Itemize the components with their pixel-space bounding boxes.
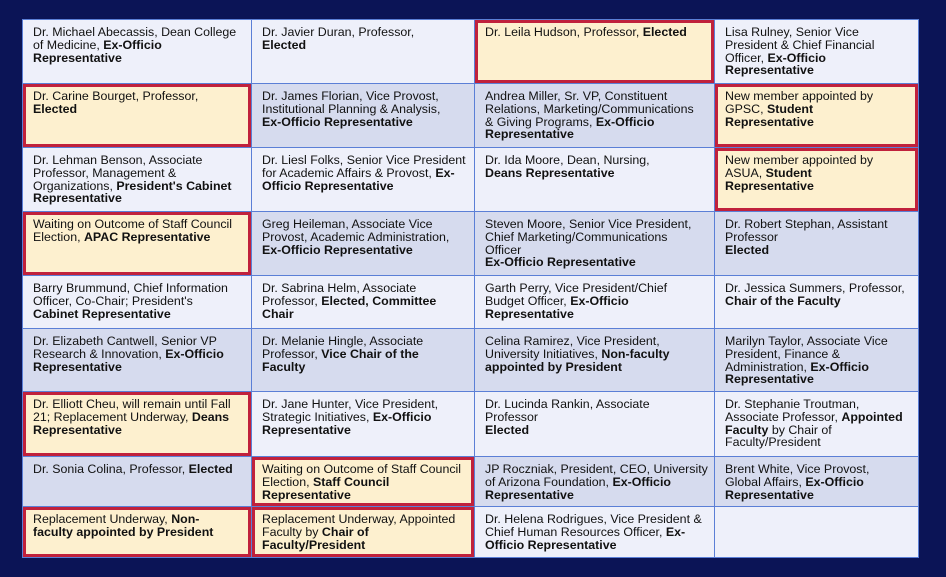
role-text: Student — [765, 165, 812, 180]
member-text: Dr. Carine Bourget, Professor, — [33, 89, 199, 103]
member-text: Replacement Underway, Appointed — [262, 512, 456, 526]
member-text: New member appointed by — [725, 89, 874, 103]
member-text-line — [262, 361, 466, 374]
member-text: President, Finance & — [725, 346, 841, 361]
member-cell — [23, 507, 252, 558]
member-cell — [252, 148, 475, 212]
member-cell — [715, 212, 919, 276]
member-cell — [23, 457, 252, 507]
member-text: Dr. Stephanie Troutman, — [725, 397, 860, 411]
member-text: Relations, Marketing/Communications — [485, 101, 694, 116]
member-text: Garth Perry, Vice President/Chief — [485, 281, 668, 295]
table-row — [23, 276, 919, 329]
member-cell — [715, 20, 919, 84]
member-cell — [475, 507, 715, 558]
committee-roster-table — [22, 19, 919, 558]
member-text-line — [485, 539, 706, 552]
role-text: Elected — [725, 242, 770, 257]
member-text-line — [485, 424, 706, 437]
role-text: Faculty — [725, 422, 769, 437]
member-text-line — [33, 192, 243, 205]
member-text-line — [33, 526, 243, 539]
member-cell — [475, 329, 715, 392]
member-text: & Giving Programs, — [485, 114, 596, 129]
member-text-line — [262, 116, 466, 129]
role-text: Appointed — [841, 409, 903, 424]
role-text: Deans Representative — [485, 165, 615, 180]
member-cell — [252, 276, 475, 329]
member-text: Dr. Liesl Folks, Senior Vice President — [262, 153, 466, 167]
member-cell — [475, 84, 715, 148]
role-text: Staff Council — [312, 474, 390, 489]
member-text-line — [485, 128, 706, 141]
member-text: Dr. Jane Hunter, Vice President, — [262, 397, 439, 411]
role-text: Ex-Officio — [767, 50, 826, 65]
role-text: Representative — [725, 114, 814, 129]
member-text: University Initiatives, — [485, 346, 602, 361]
role-text: Vice Chair of the — [321, 346, 419, 361]
member-text: Dr. Ida Moore, Dean, Nursing, — [485, 153, 650, 167]
member-text: Dr. Jessica Summers, Professor, — [725, 281, 905, 295]
role-text: Elected — [485, 422, 530, 437]
member-text: Professor, — [262, 346, 322, 361]
member-cell — [252, 84, 475, 148]
member-text: Celina Ramirez, Vice President, — [485, 334, 660, 348]
member-cell — [23, 276, 252, 329]
table-row — [23, 20, 919, 84]
member-text: Dr. Helena Rodrigues, Vice President & — [485, 512, 702, 526]
member-text: Dr. Michael Abecassis, Dean College — [33, 25, 237, 39]
role-text: Representative — [485, 306, 574, 321]
member-text: Dr. Sabrina Helm, Associate — [262, 281, 417, 295]
role-text: Representative — [485, 127, 574, 142]
member-text-line — [33, 231, 243, 244]
member-text-line — [485, 26, 706, 39]
role-text: Ex-Officio — [372, 409, 432, 424]
member-text: Institutional Planning & Analysis, — [262, 101, 441, 116]
member-text: Dr. Elizabeth Cantwell, Senior VP — [33, 334, 217, 348]
member-text-line — [725, 489, 910, 502]
role-text: Representative — [262, 422, 351, 437]
member-text-line — [262, 424, 466, 437]
member-text: JP Roczniak, President, CEO, University — [485, 462, 708, 476]
member-text: Associate Professor, — [725, 409, 842, 424]
slide — [22, 19, 918, 557]
role-text: Representative — [33, 359, 122, 374]
member-text: Strategic Initiatives, — [262, 409, 373, 424]
member-cell — [252, 457, 475, 507]
member-cell — [23, 212, 252, 276]
member-text: Brent White, Vice Provost, — [725, 462, 870, 476]
member-text: Waiting on Outcome of Staff Council — [262, 462, 462, 476]
member-text: Officer — [485, 242, 522, 257]
role-text: Chair — [262, 306, 294, 321]
role-text: Ex-Officio — [570, 293, 629, 308]
role-text: appointed by President — [485, 359, 623, 374]
member-text-line — [725, 116, 910, 129]
member-cell — [23, 84, 252, 148]
member-text: Dr. Lucinda Rankin, Associate — [485, 397, 650, 411]
member-cell — [475, 148, 715, 212]
member-cell — [715, 329, 919, 392]
member-cell — [475, 276, 715, 329]
member-text: ASUA, — [725, 165, 766, 180]
role-text: Ex-Officio — [612, 474, 671, 489]
role-text: President's Cabinet — [116, 178, 232, 193]
role-text: Ex-Officio Representative — [485, 255, 636, 270]
role-text: Ex-Officio — [165, 346, 224, 361]
member-text: of Medicine, — [33, 37, 104, 52]
member-text: Dr. Sonia Colina, Professor, — [33, 462, 189, 476]
member-cell — [252, 212, 475, 276]
member-cell — [715, 276, 919, 329]
member-cell — [475, 392, 715, 457]
role-text: Student — [767, 101, 814, 116]
role-text: Faculty — [262, 359, 306, 374]
member-text: Dr. Leila Hudson, Professor, — [485, 25, 643, 39]
member-text: Barry Brummund, Chief Information — [33, 281, 228, 295]
table-row — [23, 148, 919, 212]
member-cell — [715, 148, 919, 212]
role-text: Elected — [33, 101, 78, 116]
member-text-line — [485, 256, 706, 269]
member-text: Professor, Management & — [33, 165, 177, 180]
member-text: Dr. Javier Duran, Professor, — [262, 25, 415, 39]
role-text: Non-faculty — [601, 346, 670, 361]
role-text: Representative — [262, 487, 351, 502]
member-text-line — [33, 308, 243, 321]
member-text: Election, — [262, 474, 313, 489]
empty-cell — [715, 507, 919, 558]
member-text-line — [725, 373, 910, 386]
member-text: Officer, — [725, 50, 768, 65]
member-text: Andrea Miller, Sr. VP, Constituent — [485, 89, 668, 103]
role-text: Elected, Committee — [321, 293, 437, 308]
member-cell — [475, 212, 715, 276]
table-row — [23, 212, 919, 276]
member-text-line — [485, 167, 706, 180]
member-text-line — [262, 308, 466, 321]
member-text: Faculty by — [262, 524, 322, 539]
member-text-line — [33, 103, 243, 116]
member-text: New member appointed by — [725, 153, 874, 167]
member-text: by Chair of — [768, 422, 832, 437]
role-text: Ex-Officio — [595, 114, 655, 129]
member-text: Global Affairs, — [725, 474, 806, 489]
table-row — [23, 329, 919, 392]
role-text: faculty appointed by President — [33, 524, 214, 539]
member-cell — [252, 329, 475, 392]
member-text: Waiting on Outcome of Staff Council — [33, 217, 233, 231]
role-text: Elected — [188, 462, 233, 476]
member-cell — [715, 84, 919, 148]
role-text: Ex- — [665, 524, 686, 539]
role-text: Representative — [33, 422, 122, 437]
role-text: Elected — [262, 37, 307, 52]
member-text-line — [262, 244, 466, 257]
member-text: Administration, — [725, 359, 811, 374]
role-text: Representative — [725, 63, 814, 78]
member-cell — [23, 20, 252, 84]
member-text-line — [262, 539, 466, 552]
role-text: Deans — [191, 409, 230, 424]
member-text: Professor, — [262, 293, 322, 308]
member-text: 21; Replacement Underway, — [33, 409, 192, 424]
member-text: of Arizona Foundation, — [485, 474, 613, 489]
member-text-line — [725, 64, 910, 77]
role-text: Ex-Officio — [805, 474, 864, 489]
member-text: Greg Heileman, Associate Vice — [262, 217, 433, 231]
member-text: Professor — [485, 409, 539, 424]
role-text: Ex-Officio — [810, 359, 869, 374]
member-text-line — [725, 244, 910, 257]
member-cell — [715, 392, 919, 457]
member-text-line — [262, 180, 466, 193]
table-row — [23, 507, 919, 558]
role-text: Chair of — [321, 524, 369, 539]
member-text: Lisa Rulney, Senior Vice — [725, 25, 859, 39]
member-text: Dr. Robert Stephan, Assistant — [725, 217, 888, 231]
role-text: Representative — [485, 487, 574, 502]
member-text: Steven Moore, Senior Vice President, — [485, 217, 692, 231]
table-row — [23, 457, 919, 507]
role-text: Chair of the Faculty — [725, 293, 841, 308]
member-text-line — [33, 361, 243, 374]
role-text: Elected — [642, 25, 687, 39]
member-text: Organizations, — [33, 178, 117, 193]
role-text: Representative — [33, 191, 122, 206]
member-cell — [475, 20, 715, 84]
table-row — [23, 84, 919, 148]
role-text: Representative — [725, 487, 814, 502]
member-text: GPSC, — [725, 101, 767, 116]
member-cell — [23, 329, 252, 392]
role-text: Ex- — [435, 165, 455, 180]
member-text: for Academic Affairs & Provost, — [262, 165, 436, 180]
member-text: Dr. Elliott Cheu, will remain until Fall — [33, 397, 231, 411]
role-text: Representative — [725, 178, 814, 193]
member-text: Replacement Underway, — [33, 512, 172, 526]
member-text: Dr. Melanie Hingle, Associate — [262, 334, 424, 348]
member-cell — [23, 148, 252, 212]
member-text-line — [725, 180, 910, 193]
member-text-line — [33, 463, 243, 476]
member-text: Research & Innovation, — [33, 346, 166, 361]
member-text: Officer, Co-Chair; President's — [33, 293, 193, 308]
member-cell — [475, 457, 715, 507]
member-text-line — [262, 39, 466, 52]
member-cell — [715, 457, 919, 507]
member-text: Budget Officer, — [485, 293, 571, 308]
role-text: Representative — [33, 50, 122, 65]
member-text: Election, — [33, 229, 84, 244]
member-text: Dr. James Florian, Vice Provost, — [262, 89, 439, 103]
member-text: Dr. Lehman Benson, Associate — [33, 153, 203, 167]
member-text-line — [33, 424, 243, 437]
member-cell — [252, 20, 475, 84]
role-text: Officio Representative — [485, 537, 617, 552]
member-text-line — [725, 295, 910, 308]
role-text: Ex-Officio Representative — [262, 114, 413, 129]
member-text-line — [485, 361, 706, 374]
member-text-line — [485, 489, 706, 502]
member-text: Chief Marketing/Communications — [485, 229, 668, 244]
member-text-line — [262, 489, 466, 502]
role-text: Non- — [171, 512, 200, 526]
member-text: Marilyn Taylor, Associate Vice — [725, 334, 888, 348]
member-cell — [252, 507, 475, 558]
member-text-line — [485, 308, 706, 321]
role-text: Ex-Officio — [103, 37, 162, 52]
role-text: Faculty/President — [262, 537, 366, 552]
role-text: Representative — [725, 372, 814, 387]
table-row — [23, 392, 919, 457]
member-cell — [23, 392, 252, 457]
member-text-line — [33, 52, 243, 65]
role-text: Ex-Officio Representative — [262, 242, 413, 257]
role-text: Officio Representative — [262, 178, 394, 193]
role-text: Cabinet Representative — [33, 306, 171, 321]
roster-body — [23, 20, 919, 558]
member-cell — [252, 392, 475, 457]
member-text: Provost, Academic Administration, — [262, 229, 450, 244]
member-text: President & Chief Financial — [725, 37, 875, 52]
member-text: Faculty/President — [725, 435, 821, 450]
member-text: Chief Human Resources Officer, — [485, 524, 666, 539]
role-text: APAC Representative — [83, 229, 211, 244]
member-text: Professor — [725, 229, 779, 244]
member-text-line — [725, 436, 910, 449]
